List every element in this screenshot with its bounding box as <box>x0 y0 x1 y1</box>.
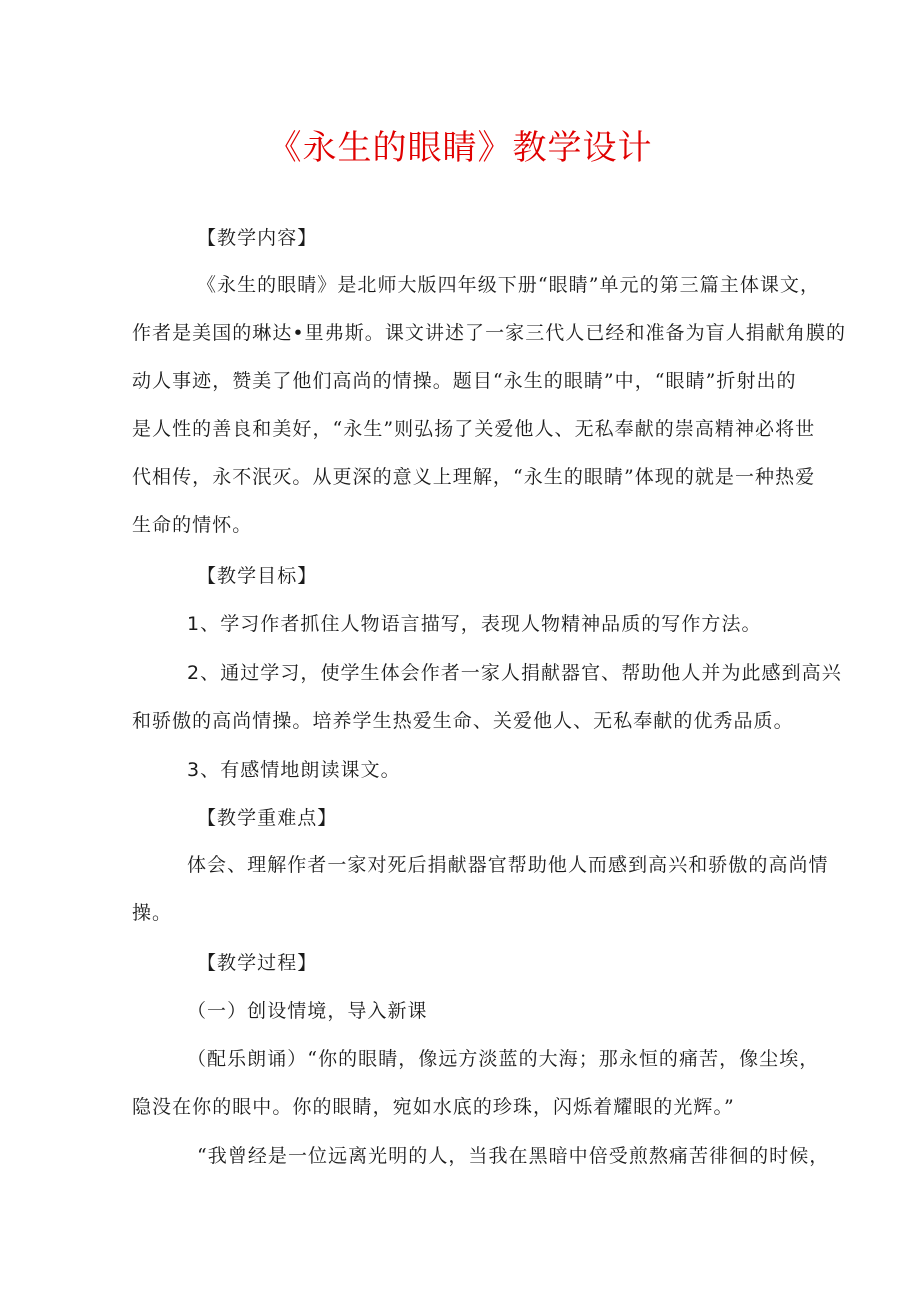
paragraph-line: 生命的情怀。 <box>132 514 253 536</box>
paragraph-line: “我曾经是一位远离光明的人，当我在黑暗中倍受煎熬痛苦徘徊的时候， <box>197 1145 830 1167</box>
section-heading-keypoints: 【教学重难点】 <box>197 807 338 829</box>
section-heading-content: 【教学内容】 <box>197 227 318 249</box>
goal-item <box>187 658 842 688</box>
paragraph-line: 代相传，永不泯灭。从更深的意义上理解，“永生的眼睛”体现的就是一种热爱 <box>132 466 816 488</box>
section-heading-process: 【教学过程】 <box>197 952 318 974</box>
goal-number: 3 <box>187 759 201 781</box>
subsection-heading: （一）创设情境，导入新课 <box>187 1000 428 1022</box>
paragraph-line: 作者是美国的琳达•里弗斯。课文讲述了一家三代人已经和准备为盲人捐献角膜的 <box>132 322 847 344</box>
paragraph-line: 隐没在你的眼中。你的眼睛，宛如水底的珍珠，闪烁着耀眼的光辉。” <box>132 1096 735 1118</box>
paragraph-line: 动人事迹，赞美了他们高尚的情操。题目“永生的眼睛”中，“眼睛”折射出的 <box>132 370 797 392</box>
goal-number: 1 <box>187 613 201 635</box>
goal-number: 2 <box>187 662 201 684</box>
goal-item <box>187 755 401 785</box>
paragraph-line: 是人性的善良和美好，“永生”则弘扬了关爱他人、无私奉献的崇高精神必将世 <box>132 418 816 440</box>
paragraph-line: （配乐朗诵）“你的眼睛，像远方淡蓝的大海；那永恒的痛苦，像尘埃， <box>187 1048 820 1070</box>
paragraph-line: 体会、理解作者一家对死后捐献器官帮助他人而感到高兴和骄傲的高尚情 <box>187 854 829 876</box>
goal-item-continuation <box>132 706 794 736</box>
section-heading-goals: 【教学目标】 <box>197 565 318 587</box>
goal-item <box>187 609 762 639</box>
goal-text: 、通过学习，使学生体会作者一家人捐献器官、帮助他人并为此感到高兴 <box>200 662 842 684</box>
paragraph-line: 操。 <box>132 902 173 924</box>
paragraph-line: 《永生的眼睛》是北师大版四年级下册“眼睛”单元的第三篇主体课文， <box>197 274 821 296</box>
goal-text: 和骄傲的高尚情操。培养学生热爱生命、关爱他人、无私奉献的优秀品质。 <box>132 710 794 732</box>
goal-text: 、有感情地朗读课文。 <box>200 759 401 781</box>
document-title: 《永生的眼睛》教学设计 <box>267 128 653 168</box>
goal-text: 、学习作者抓住人物语言描写，表现人物精神品质的写作方法。 <box>200 613 762 635</box>
